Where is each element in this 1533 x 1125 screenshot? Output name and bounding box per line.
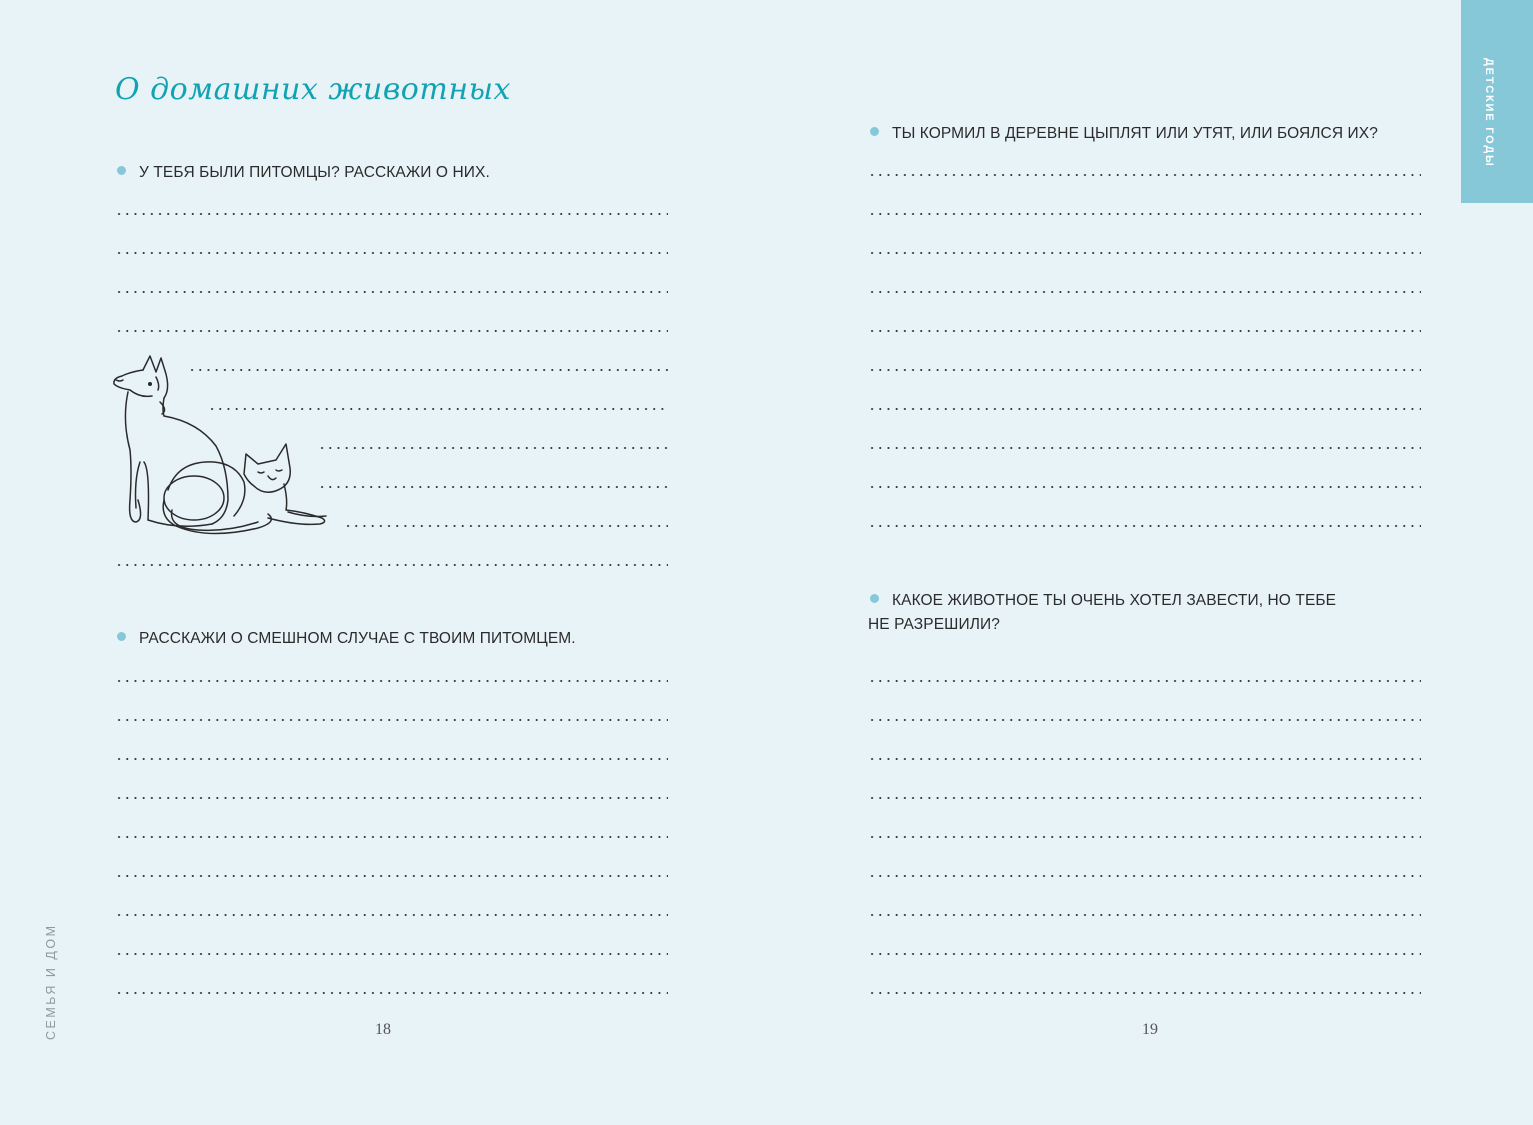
answer-line[interactable] [115,564,668,566]
answer-line[interactable] [115,875,668,877]
question-wished-pet [868,589,1336,637]
bullet-dot-icon [870,127,879,136]
answer-line[interactable] [868,408,1421,410]
answer-line[interactable] [115,213,668,215]
answer-line[interactable] [318,486,668,488]
answer-line[interactable] [115,719,668,721]
answer-line[interactable] [115,914,668,916]
answer-line[interactable] [344,525,668,527]
bullet-dot-icon [870,594,879,603]
answer-line[interactable] [868,369,1421,371]
answer-line[interactable] [868,797,1421,799]
answer-line[interactable] [115,953,668,955]
answer-line[interactable] [115,836,668,838]
answer-line[interactable] [868,252,1421,254]
answer-line[interactable] [868,875,1421,877]
page-number-left: 18 [375,1021,391,1038]
question-pets-text: У ТЕБЯ БЫЛИ ПИТОМЦЫ? РАССКАЖИ О НИХ. [139,164,490,181]
answer-line[interactable] [868,486,1421,488]
answer-line[interactable] [868,680,1421,682]
answer-line[interactable] [318,447,668,449]
answer-line[interactable] [868,213,1421,215]
answer-line[interactable] [115,291,668,293]
bullet-dot-icon [117,166,126,175]
answer-line[interactable] [115,680,668,682]
bullet-dot-icon [117,632,126,641]
answer-line[interactable] [868,953,1421,955]
answer-line[interactable] [868,914,1421,916]
question-pets [115,161,490,185]
page-number-right: 19 [1142,1021,1158,1038]
chapter-tab-label: ДЕТСКИЕ ГОДЫ [1483,58,1495,168]
answer-line[interactable] [868,174,1421,176]
answer-line[interactable] [115,992,668,994]
answer-line[interactable] [868,330,1421,332]
question-funny-story [115,627,576,651]
section-footer-label: СЕМЬЯ И ДОМ [44,923,58,1040]
page-title: О домашних животных [115,72,511,107]
answer-line[interactable] [868,758,1421,760]
answer-line[interactable] [868,291,1421,293]
answer-line[interactable] [868,447,1421,449]
answer-line[interactable] [115,758,668,760]
question-chickens [868,122,1378,146]
question-chickens-text: ТЫ КОРМИЛ В ДЕРЕВНЕ ЦЫПЛЯТ ИЛИ УТЯТ, ИЛИ БОЯЛСЯ ИХ? [892,125,1378,142]
answer-line[interactable] [868,525,1421,527]
answer-line[interactable] [115,252,668,254]
answer-line[interactable] [868,992,1421,994]
chapter-tab[interactable] [1461,0,1533,203]
question-wished-pet-line1: КАКОЕ ЖИВОТНОЕ ТЫ ОЧЕНЬ ХОТЕЛ ЗАВЕСТИ, НО ТЕБЕ [892,592,1337,609]
question-funny-story-text: РАССКАЖИ О СМЕШНОМ СЛУЧАЕ С ТВОИМ ПИТОМЦЕМ. [139,630,576,647]
answer-line[interactable] [115,330,668,332]
cat-and-dog-line-drawing-icon [108,350,333,540]
answer-line[interactable] [868,836,1421,838]
answer-line[interactable] [115,797,668,799]
answer-line[interactable] [868,719,1421,721]
question-wished-pet-line2: НЕ РАЗРЕШИЛИ? [868,616,1000,633]
